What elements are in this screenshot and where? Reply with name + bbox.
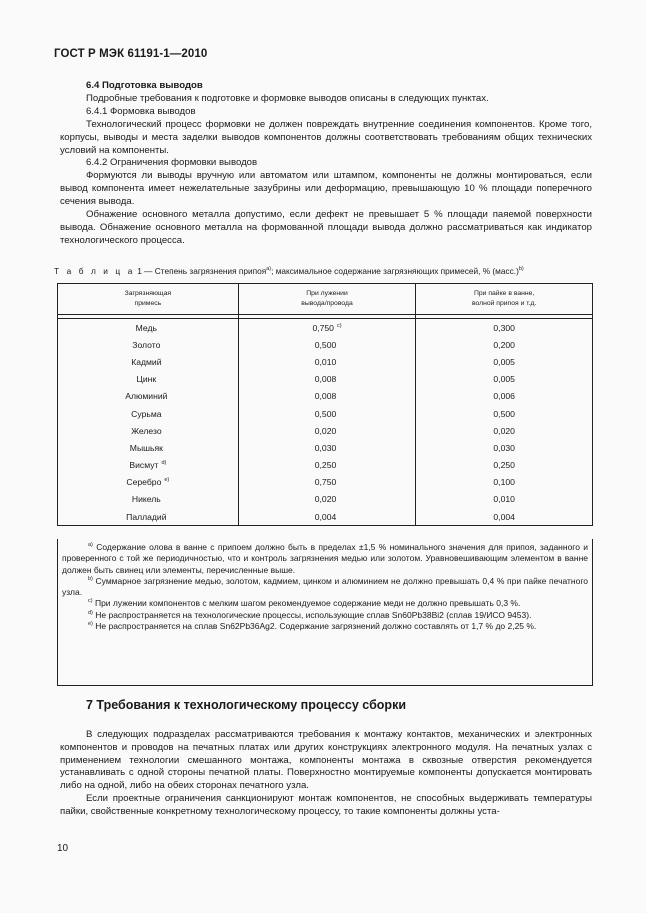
subsection-title: 6.4.1 Формовка выводов [86,105,196,117]
table-row [58,405,593,422]
solder-bath-value-cell: 0,010 [416,491,593,508]
table-row [58,457,593,474]
document-header: ГОСТ Р МЭК 61191-1—2010 [54,48,208,60]
solder-bath-value-cell: 0,005 [416,353,593,370]
solder-bath-value-cell: 0,250 [416,457,593,474]
impurity-name-cell: Кадмий [58,353,239,370]
table-footnote: $^{а)}$ Содержание олова в ванне с припоем должно быть в пределах ±1,5 % номинального значения для припоя, заданного и проверенного с той же периодичностью, что и контроль загрязнения медью или золотом. Уравновешивающим элементом в ванне должен быть свинец или элементы, перечисленные выше. [62,542,588,575]
table-footnote: $^{c)}$ При лужении компонентов с мелким шагом рекомендуемое содержание меди не должно превышать 0,3 %. [88,598,521,609]
section-7-heading: 7 Требования к технологическому процессу сборки [86,698,407,712]
solder-bath-value-cell: 0,100 [416,474,593,491]
footnote-mark: c) [336,322,342,329]
table-caption-number: 1 [137,266,142,276]
subsection-title: 6.4.2 Ограничения формовки выводов [86,157,258,169]
footnote-mark: d) [161,460,167,467]
section-heading: 6.4 Подготовка выводов [86,80,203,91]
tinning-value-cell: 0,500 [238,336,416,353]
footnote-mark: а) [266,266,272,273]
table-caption-text: ; максимальное содержание загрязняющих примесей, % (масс.) [271,266,519,276]
table-header-row [58,284,593,315]
impurity-name-cell: Серебро $^{e)}$ [58,474,239,491]
impurity-name-cell: Палладий [58,508,239,526]
solder-bath-value-cell: 0,005 [416,371,593,388]
tinning-value-cell: 0,008 [238,388,416,405]
tinning-value-cell: 0,030 [238,439,416,456]
table-row [58,319,593,337]
impurity-name-cell: Золото [58,336,239,353]
paragraph: Если проектные ограничения санкционируют монтаж компонентов, не способных выдерживать температуры пайки, свойственные конкретному технологическому процессу, то такие компоненты должны уста- [60,792,592,817]
table-caption [54,266,594,277]
table-row [58,508,593,526]
paragraph: Технологический процесс формовки не должен повреждать внутренние соединения компонентов. Кроме того, корпусы, выводы и места заделки выводов компонентов должны соответствовать требованиям общих технических условий на компоненты. [60,118,592,156]
solder-bath-value-cell: 0,004 [416,508,593,526]
tinning-value-cell: 0,020 [238,422,416,439]
footnote-mark: b) [518,266,524,273]
impurity-name-cell: Алюминий [58,388,239,405]
table-notes [57,539,593,686]
table-footnote: $^{e)}$ Не распространяется на сплав Sn62Pb36Ag2. Содержание загрязнений должно составлять от 1,7 % до 2,25 %. [88,621,537,632]
impurity-name-cell: Медь [58,319,239,337]
paragraph: Обнажение основного металла допустимо, если дефект не превышает 5 % площади паяемой поверхности вывода. Обнажение основного металла на формованной площади вывода должно рассматриваться как индикатор технологического процесса. [60,209,592,246]
footnote-mark: b) [88,576,93,583]
table-row [58,491,593,508]
table-row [58,422,593,439]
table-footnote: $^{d)}$ Не распространяется на технологические процессы, использующие сплав Sn60Pb38Bi2 (сплав 19/ИСО 9453). [88,609,532,620]
table-footnote: $^{b)}$ Суммарное загрязнение медью, золотом, кадмием, цинком и алюминием не должно превышать 0,4 % при пайке печатного узла. [62,575,588,598]
paragraph: Формуются ли выводы вручную или автоматом или штампом, компоненты не должны монтироваться, если вывод компонента имеет нежелательные зазубрины или деформацию, превышающую 10 % площади поперечного сечения вывода. [60,170,592,208]
solder-bath-value-cell: 0,030 [416,439,593,456]
solder-bath-value-cell: 0,300 [416,319,593,337]
impurity-name-cell: Цинк [58,371,239,388]
tinning-value-cell: 0,004 [238,508,416,526]
table-row [58,474,593,491]
table-row [58,353,593,370]
tinning-value-cell: 0,020 [238,491,416,508]
table-row [58,388,593,405]
contamination-table [57,283,593,526]
table-row [58,439,593,456]
paragraph: Подробные требования к подготовке и формовке выводов описаны в следующих пунктах. [86,92,489,104]
table-caption-prefix: Т а б л и ц а [54,266,135,276]
tinning-value-cell: 0,750 [238,474,416,491]
table-row [58,336,593,353]
footnote-mark: d) [88,609,93,616]
footnote-mark: e) [164,477,170,484]
section-7-body [60,729,592,819]
solder-bath-value-cell: 0,006 [416,388,593,405]
tinning-value-cell: 0,500 [238,405,416,422]
tinning-value-cell: 0,750 $^{c)}$ [238,319,416,337]
page-number: 10 [57,843,69,854]
tinning-value-cell: 0,250 [238,457,416,474]
impurity-name-cell: Мышьяк [58,439,239,456]
tinning-value-cell: 0,010 [238,353,416,370]
footnote-mark: c) [88,598,93,605]
solder-bath-value-cell: 0,020 [416,422,593,439]
solder-bath-value-cell: 0,200 [416,336,593,353]
column-header: При пайке в ванне, волной припоя и т.д. [416,284,593,315]
solder-bath-value-cell: 0,500 [416,405,593,422]
impurity-name-cell: Висмут $^{d)}$ [58,457,239,474]
section-6-4 [60,80,592,248]
footnote-mark: e) [88,621,93,628]
impurity-name-cell: Железо [58,422,239,439]
table-caption-text: — Степень загрязнения припоя [141,266,267,276]
table-row [58,371,593,388]
paragraph: В следующих подразделах рассматриваются требования к монтажу контактов, механических и электронных компонентов и проводов на печатных платах или других конструкциях электронного модуля. На печатных узлах с применением технологии смешанного монтажа, компоненты монтажа в сквозные отверстия рекомендуется устанавливать с одной стороны печатной платы. Поверхностно монтируемые компоненты допускается монтировать либо на одной, либо на обеих сторонах печатного узла. [60,729,592,792]
impurity-name-cell: Никель [58,491,239,508]
impurity-name-cell: Сурьма [58,405,239,422]
column-header: При лужении вывода/провода [238,284,416,315]
column-header: Загрязняющая примесь [58,284,239,315]
tinning-value-cell: 0,008 [238,371,416,388]
footnote-mark: а) [88,542,93,549]
